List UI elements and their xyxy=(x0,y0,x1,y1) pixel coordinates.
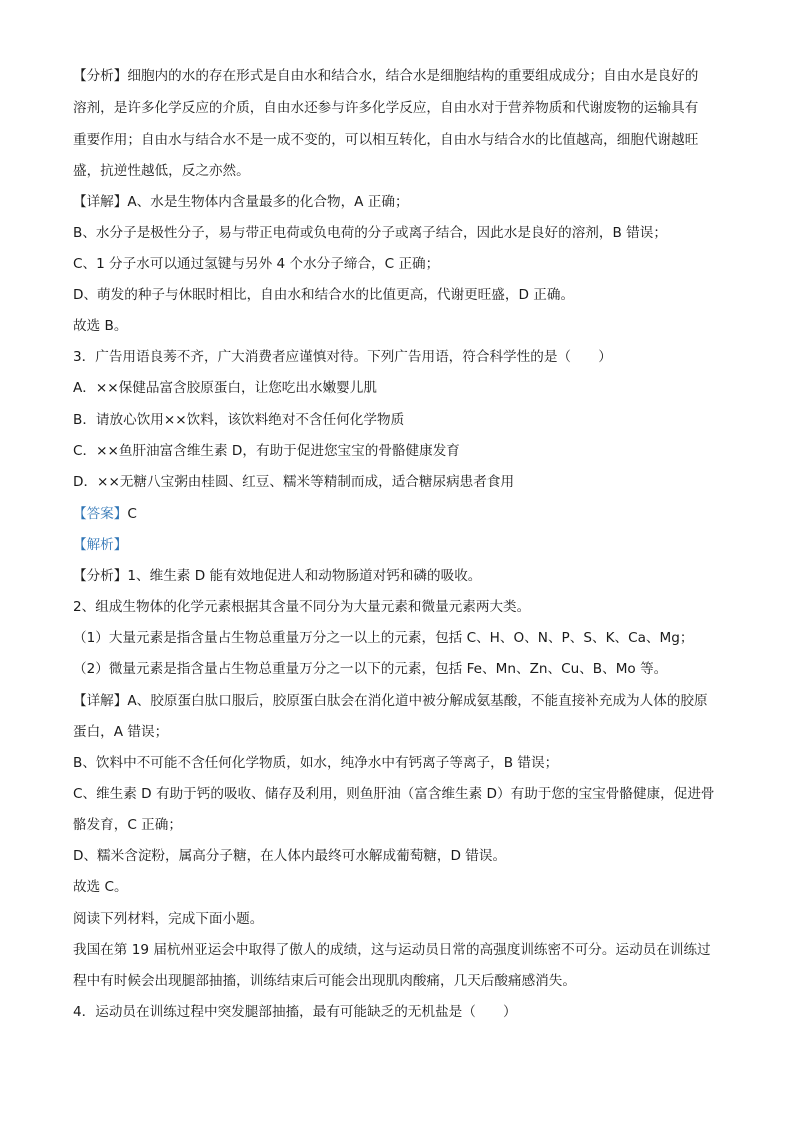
jiexi-label: 【解析】 xyxy=(73,537,128,553)
answer-label: 【答案】 xyxy=(73,506,128,522)
q2-detail-line: B、水分子是极性分子，易与带正电荷或负电荷的分子或离子结合，因此水是良好的溶剂，B 错误； xyxy=(73,225,667,241)
q3-option-c: C．××鱼肝油富含维生素 D，有助于促进您宝宝的骨骼健康发育 xyxy=(73,443,460,459)
q3-answer xyxy=(73,504,137,524)
q2-detail-line: 【详解】A、水是生物体内含量最多的化合物，A 正确； xyxy=(73,194,409,210)
q3-detail-line: D、糯米含淀粉，属高分子糖，在人体内最终可水解成葡萄糖，D 错误。 xyxy=(73,848,507,864)
q3-analysis-line: （2）微量元素是指含量占生物总重量万分之一以下的元素，包括 Fe、Mn、Zn、Cu、B、Mo 等。 xyxy=(73,661,668,677)
q3-analysis-line: 2、组成生物体的化学元素根据其含量不同分为大量元素和微量元素两大类。 xyxy=(73,599,531,615)
material-text-line: 我国在第 19 届杭州亚运会中取得了傲人的成绩，这与运动员日常的高强度训练密不可分。运动员在训练过 xyxy=(73,942,711,958)
q2-analysis-line: 重要作用；自由水与结合水不是一成不变的，可以相互转化，自由水与结合水的比值越高，细胞代谢越旺 xyxy=(73,132,699,148)
q3-option-d: D．××无糖八宝粥由桂圆、红豆、糯米等精制而成，适合糖尿病患者食用 xyxy=(73,474,515,490)
q2-detail-line: D、萌发的种子与休眠时相比，自由水和结合水的比值更高，代谢更旺盛，D 正确。 xyxy=(73,287,575,303)
q2-analysis-line: 【分析】细胞内的水的存在形式是自由水和结合水，结合水是细胞结构的重要组成成分；自由水是良好的 xyxy=(73,68,699,84)
q3-option-a: A．××保健品富含胶原蛋白，让您吃出水嫩婴儿肌 xyxy=(73,380,377,396)
q2-analysis-line: 溶剂，是许多化学反应的介质，自由水还参与许多化学反应，自由水对于营养物质和代谢废物的运输具有 xyxy=(73,100,699,116)
q3-choice: 故选 C。 xyxy=(73,879,128,895)
material-intro: 阅读下列材料，完成下面小题。 xyxy=(73,911,264,927)
q2-analysis-line: 盛，抗逆性越低，反之亦然。 xyxy=(73,163,250,179)
q3-detail-line: C、维生素 D 有助于钙的吸收、储存及利用，则鱼肝油（富含维生素 D）有助于您的宝宝骨骼健康，促进骨 xyxy=(73,786,715,802)
material-text-line: 程中有时候会出现腿部抽搐，训练结束后可能会出现肌肉酸痛，几天后酸痛感消失。 xyxy=(73,973,576,989)
q4-stem: 4．运动员在训练过程中突发腿部抽搐，最有可能缺乏的无机盐是（ ） xyxy=(73,1004,517,1020)
q3-analysis-line: （1）大量元素是指含量占生物总重量万分之一以上的元素，包括 C、H、O、N、P、S、K、Ca、Mg； xyxy=(73,630,694,646)
q3-stem: 3．广告用语良莠不齐，广大消费者应谨慎对待。下列广告用语，符合科学性的是（ ） xyxy=(73,349,612,365)
q3-detail-line: B、饮料中不可能不含任何化学物质，如水，纯净水中有钙离子等离子，B 错误； xyxy=(73,755,559,771)
answer-value: C xyxy=(127,506,137,522)
q3-detail-line: 【详解】A、胶原蛋白肽口服后，胶原蛋白肽会在消化道中被分解成氨基酸，不能直接补充成为人体的胶原 xyxy=(73,693,708,709)
q3-detail-line: 骼发育，C 正确； xyxy=(73,817,182,833)
q3-detail-line: 蛋白，A 错误； xyxy=(73,724,169,740)
q3-analysis-line: 【分析】1、维生素 D 能有效地促进人和动物肠道对钙和磷的吸收。 xyxy=(73,568,482,584)
q2-detail-line: C、1 分子水可以通过氢键与另外 4 个水分子缔合，C 正确； xyxy=(73,256,440,272)
q3-option-b: B．请放心饮用××饮料，该饮料绝对不含任何化学物质 xyxy=(73,412,405,428)
q2-choice: 故选 B。 xyxy=(73,318,128,334)
